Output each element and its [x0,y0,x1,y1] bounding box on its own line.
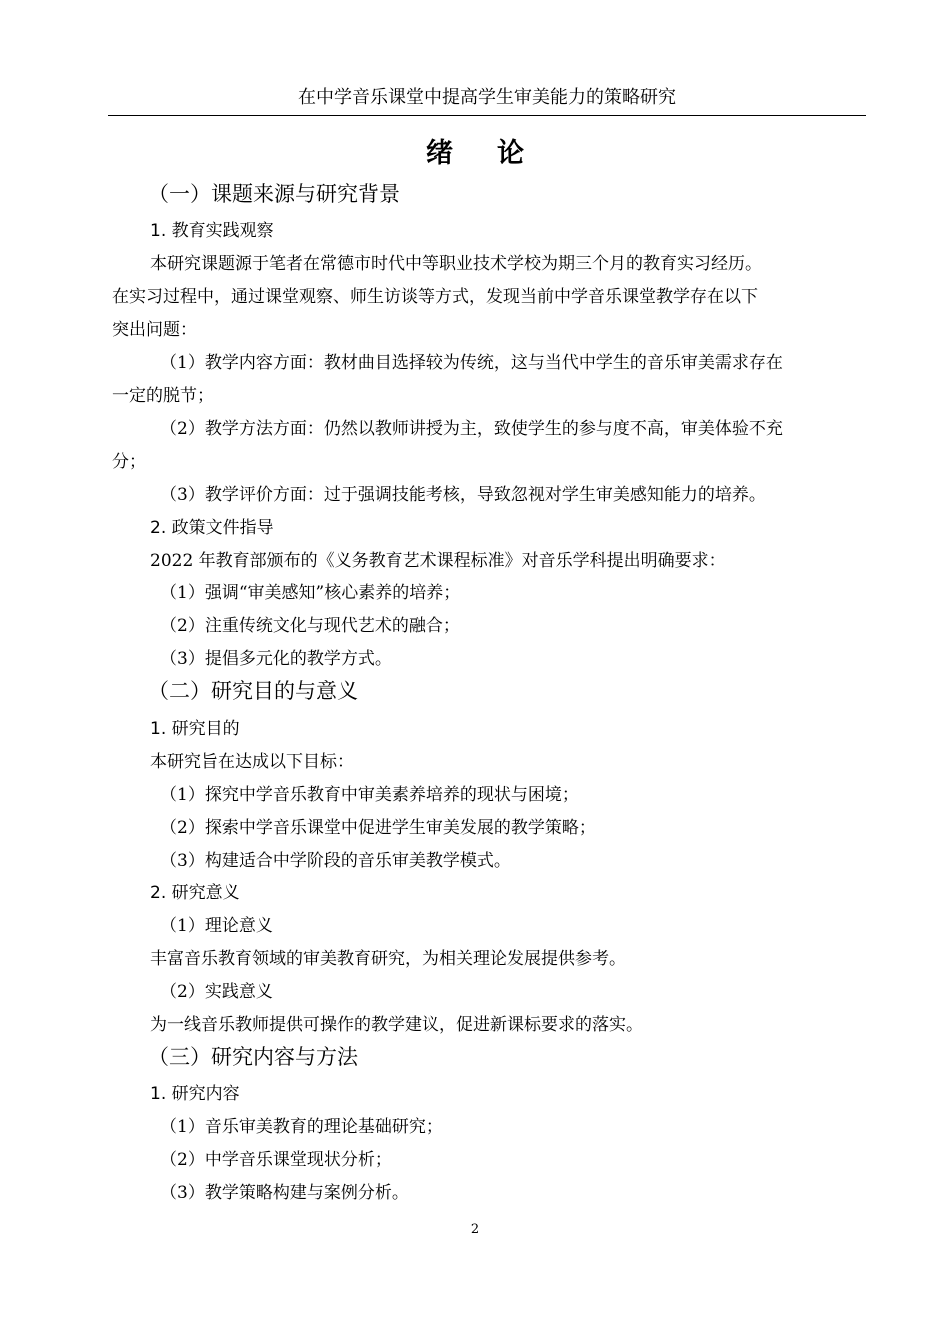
paragraph-line: 本研究旨在达成以下目标： [150,752,354,772]
subsection-heading: 2. 研究意义 [150,883,240,903]
list-item: （1）探究中学音乐教育中审美素养培养的现状与困境； [160,785,579,805]
list-item: （3）教学策略构建与案例分析。 [160,1183,409,1203]
page-number: 2 [470,1222,480,1237]
section-heading: （一）课题来源与研究背景 [148,182,400,206]
paragraph-line: 突出问题： [112,320,197,340]
subsection-heading: 2. 政策文件指导 [150,518,274,538]
subsection-heading: 1. 研究内容 [150,1084,240,1104]
paragraph-line: 为一线音乐教师提供可操作的教学建议，促进新课标要求的落实。 [150,1015,643,1035]
list-item: （3）提倡多元化的教学方式。 [160,649,392,669]
list-item: （2）注重传统文化与现代艺术的融合； [160,616,460,636]
subsection-heading: 1. 教育实践观察 [150,221,274,241]
paragraph-line: 在实习过程中，通过课堂观察、师生访谈等方式，发现当前中学音乐课堂教学存在以下 [112,287,758,307]
paragraph-line: 丰富音乐教育领域的审美教育研究，为相关理论发展提供参考。 [150,949,626,969]
subsection-heading: 1. 研究目的 [150,719,240,739]
list-item: （1）强调“审美感知”核心素养的培养； [160,583,461,603]
list-item: （2）中学音乐课堂现状分析； [160,1150,392,1170]
list-item: （2）探索中学音乐课堂中促进学生审美发展的教学策略； [160,818,596,838]
running-header: 在中学音乐课堂中提高学生审美能力的策略研究 [298,87,676,108]
list-item: （2）教学方法方面：仍然以教师讲授为主，致使学生的参与度不高，审美体验不充 [160,419,783,439]
list-item: （1）理论意义 [160,916,273,936]
section-heading: （二）研究目的与意义 [148,679,358,703]
chapter-title: 绪论 [426,138,568,169]
list-item: （1）教学内容方面：教材曲目选择较为传统，这与当代中学生的音乐审美需求存在 [160,353,783,373]
list-item: （1）音乐审美教育的理论基础研究； [160,1117,443,1137]
list-item-continuation: 分； [112,452,146,472]
list-item: （3）教学评价方面：过于强调技能考核，导致忽视对学生审美感知能力的培养。 [160,485,766,505]
section-heading: （三）研究内容与方法 [148,1045,358,1069]
list-item: （3）构建适合中学阶段的音乐审美教学模式。 [160,851,511,871]
paragraph-line: 本研究课题源于笔者在常德市时代中等职业技术学校为期三个月的教育实习经历。 [150,254,762,274]
list-item-continuation: 一定的脱节； [112,386,214,406]
list-item: （2）实践意义 [160,982,273,1002]
paragraph-line: 2022 年教育部颁布的《义务教育艺术课程标准》对音乐学科提出明确要求： [150,551,726,571]
header-rule [108,115,866,116]
